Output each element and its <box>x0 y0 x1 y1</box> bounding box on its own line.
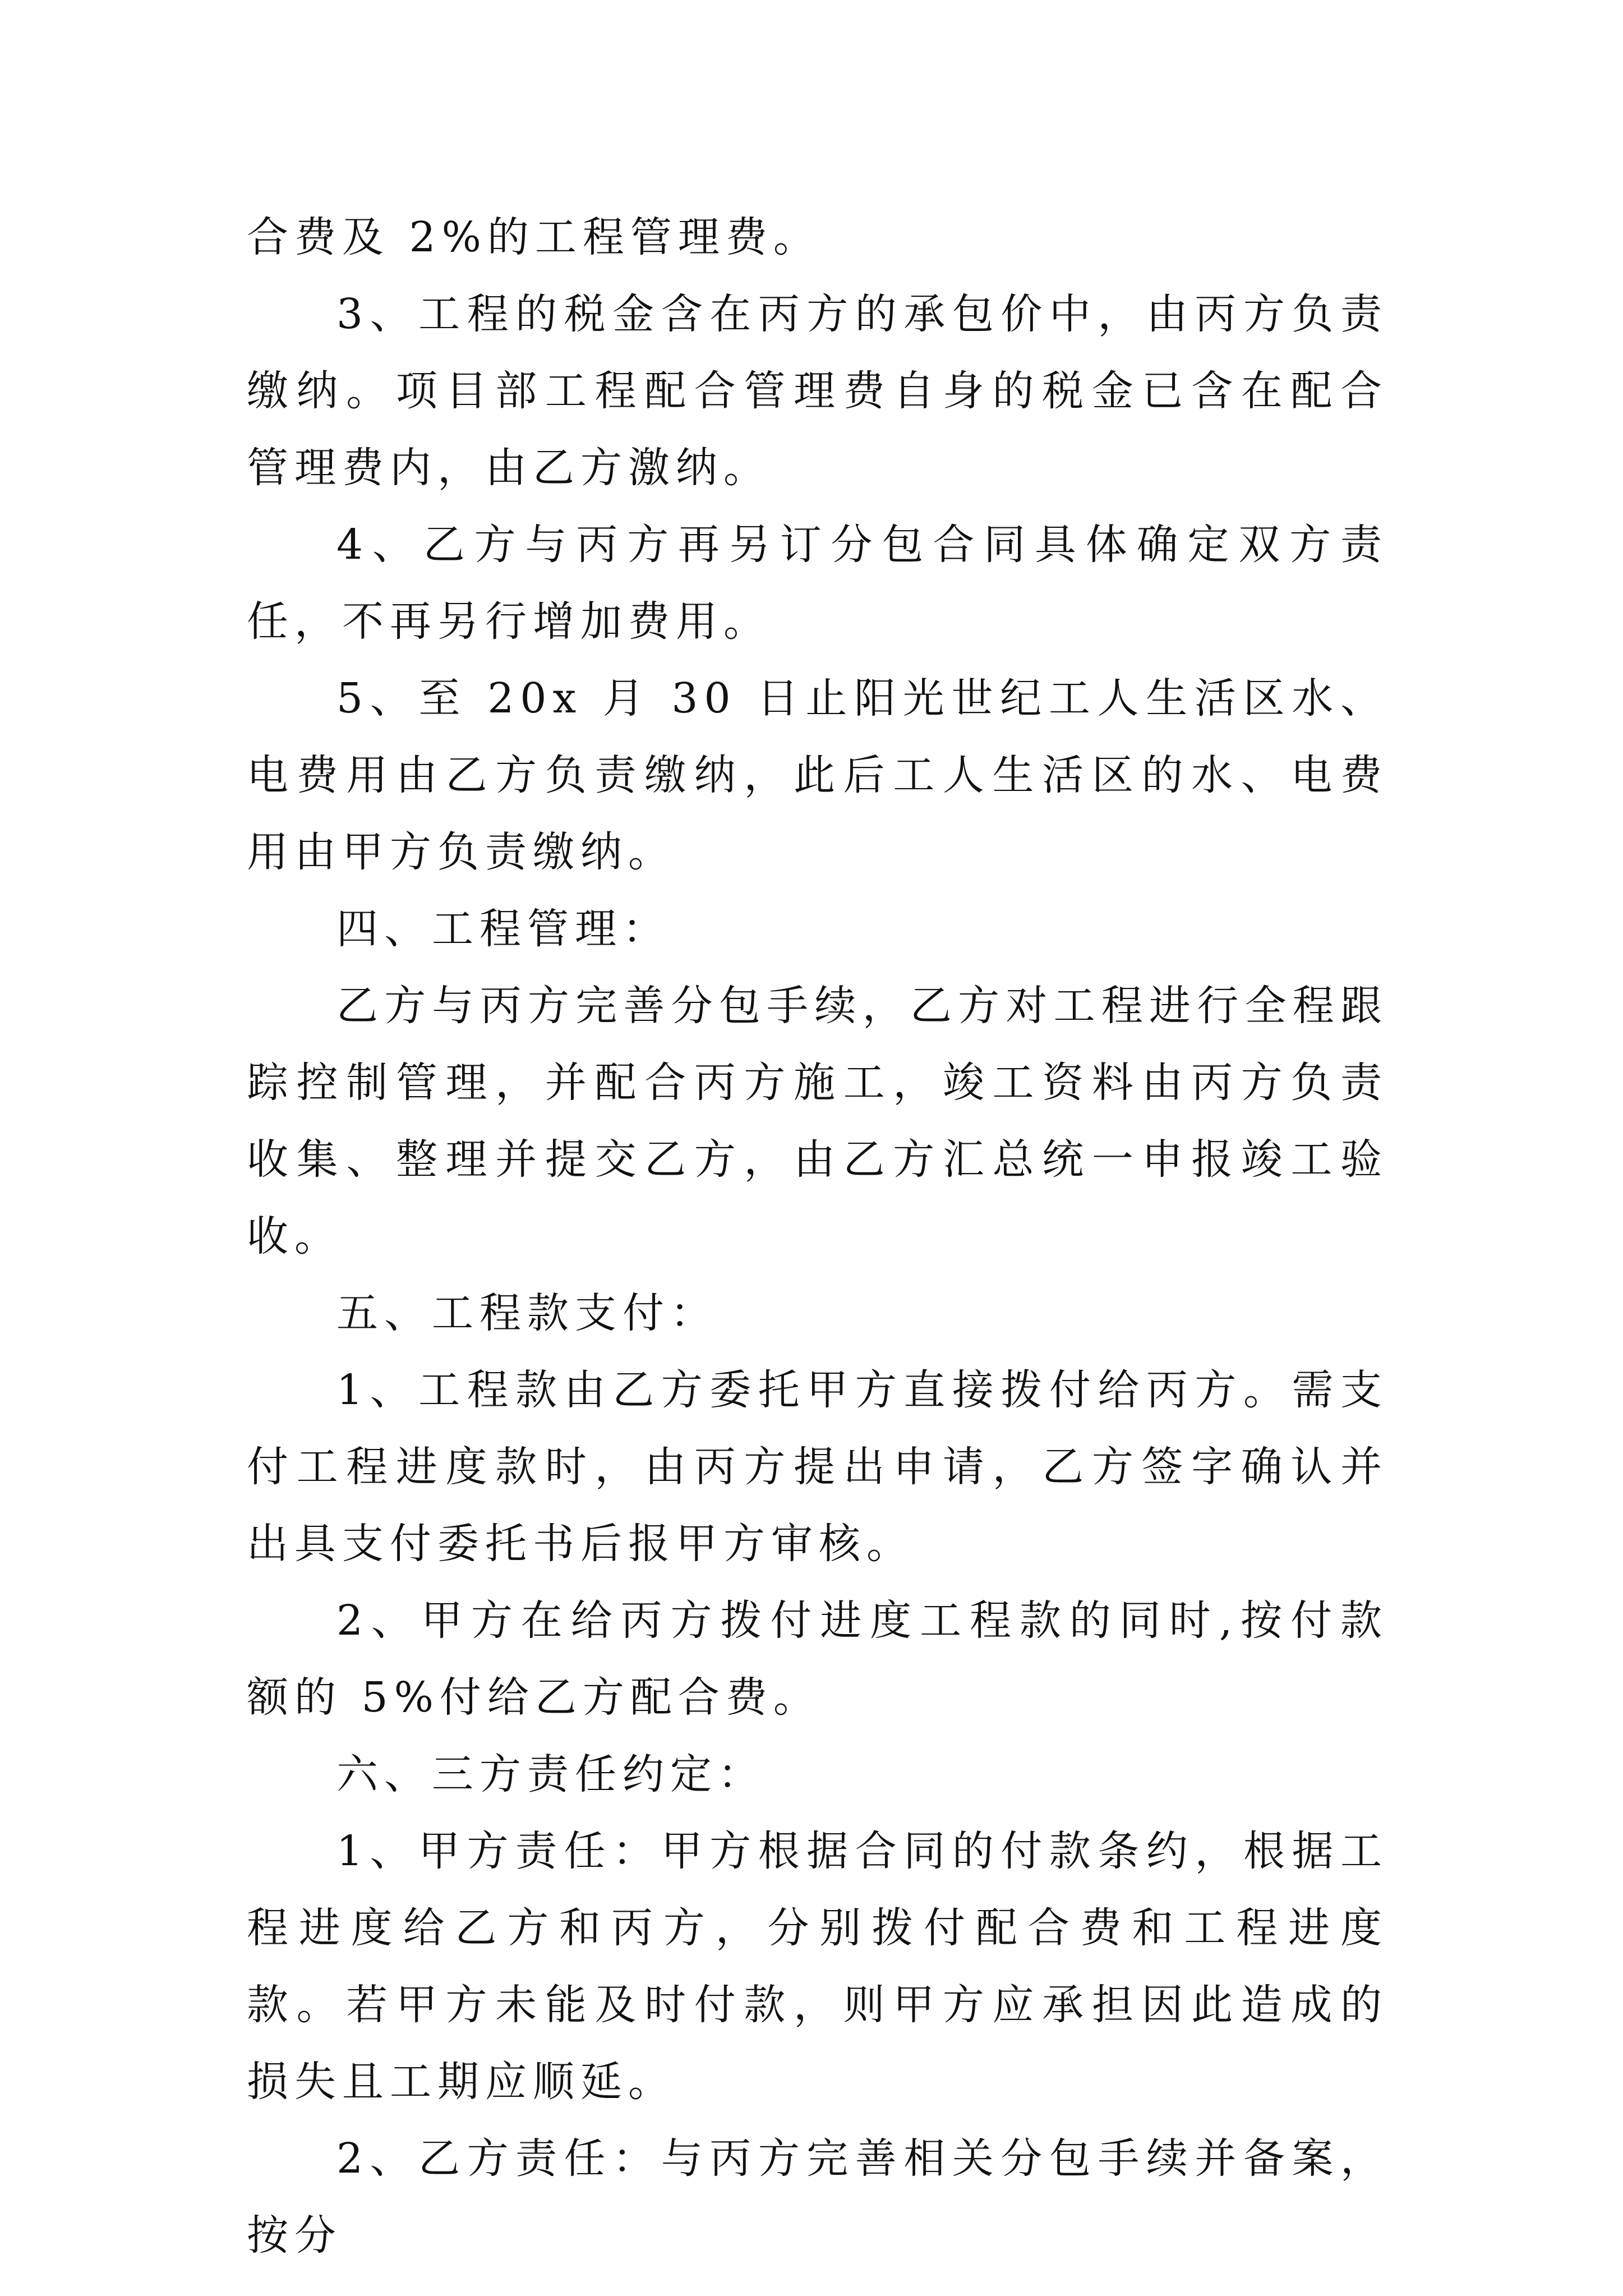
section-heading-payment: 五、工程款支付： <box>336 1289 718 1337</box>
paragraph-project-management: 乙方与丙方完善分包手续，乙方对工程进行全程跟踪控制管理，并配合丙方施工，竣工资料由丙方负责收集、整理并提交乙方，由乙方汇总统一申报竣工验收。 <box>247 982 1388 1260</box>
paragraph-party-b-responsibility: 2、乙方责任：与丙方完善相关分包手续并备案，按分 <box>247 2134 1388 2260</box>
paragraph-item-3-tax: 3、工程的税金含在丙方的承包价中，由丙方负责缴纳。项目部工程配合管理费自身的税金已含在配合管理费内，由乙方激纳。 <box>247 290 1388 492</box>
paragraph-party-a-responsibility: 1、甲方责任：甲方根据合同的付款条约，根据工程进度给乙方和丙方，分别拨付配合费和工程进度款。若甲方未能及时付款，则甲方应承担因此造成的损失且工期应顺延。 <box>247 1827 1388 2106</box>
paragraph-fee-continuation: 合费及 2%的工程管理费。 <box>247 213 821 261</box>
paragraph-payment-item-2: 2、甲方在给丙方拨付进度工程款的同时,按付款额的 5%付给乙方配合费。 <box>247 1596 1388 1722</box>
section-heading-project-management: 四、工程管理： <box>336 905 670 953</box>
document-body <box>247 199 1388 2274</box>
paragraph-item-4-subcontract: 4、乙方与丙方再另订分包合同具体确定双方责任，不再另行增加费用。 <box>247 521 1388 646</box>
paragraph-payment-item-1: 1、工程款由乙方委托甲方直接拨付给丙方。需支付工程进度款时，由丙方提出申请，乙方签字确认并出具支付委托书后报甲方审核。 <box>247 1366 1388 1568</box>
section-heading-responsibilities: 六、三方责任约定： <box>336 1750 766 1798</box>
paragraph-item-5-utilities: 5、至 20x 月 30 日止阳光世纪工人生活区水、电费用由乙方负责缴纳，此后工人生活区的水、电费用由甲方负责缴纳。 <box>247 674 1388 876</box>
